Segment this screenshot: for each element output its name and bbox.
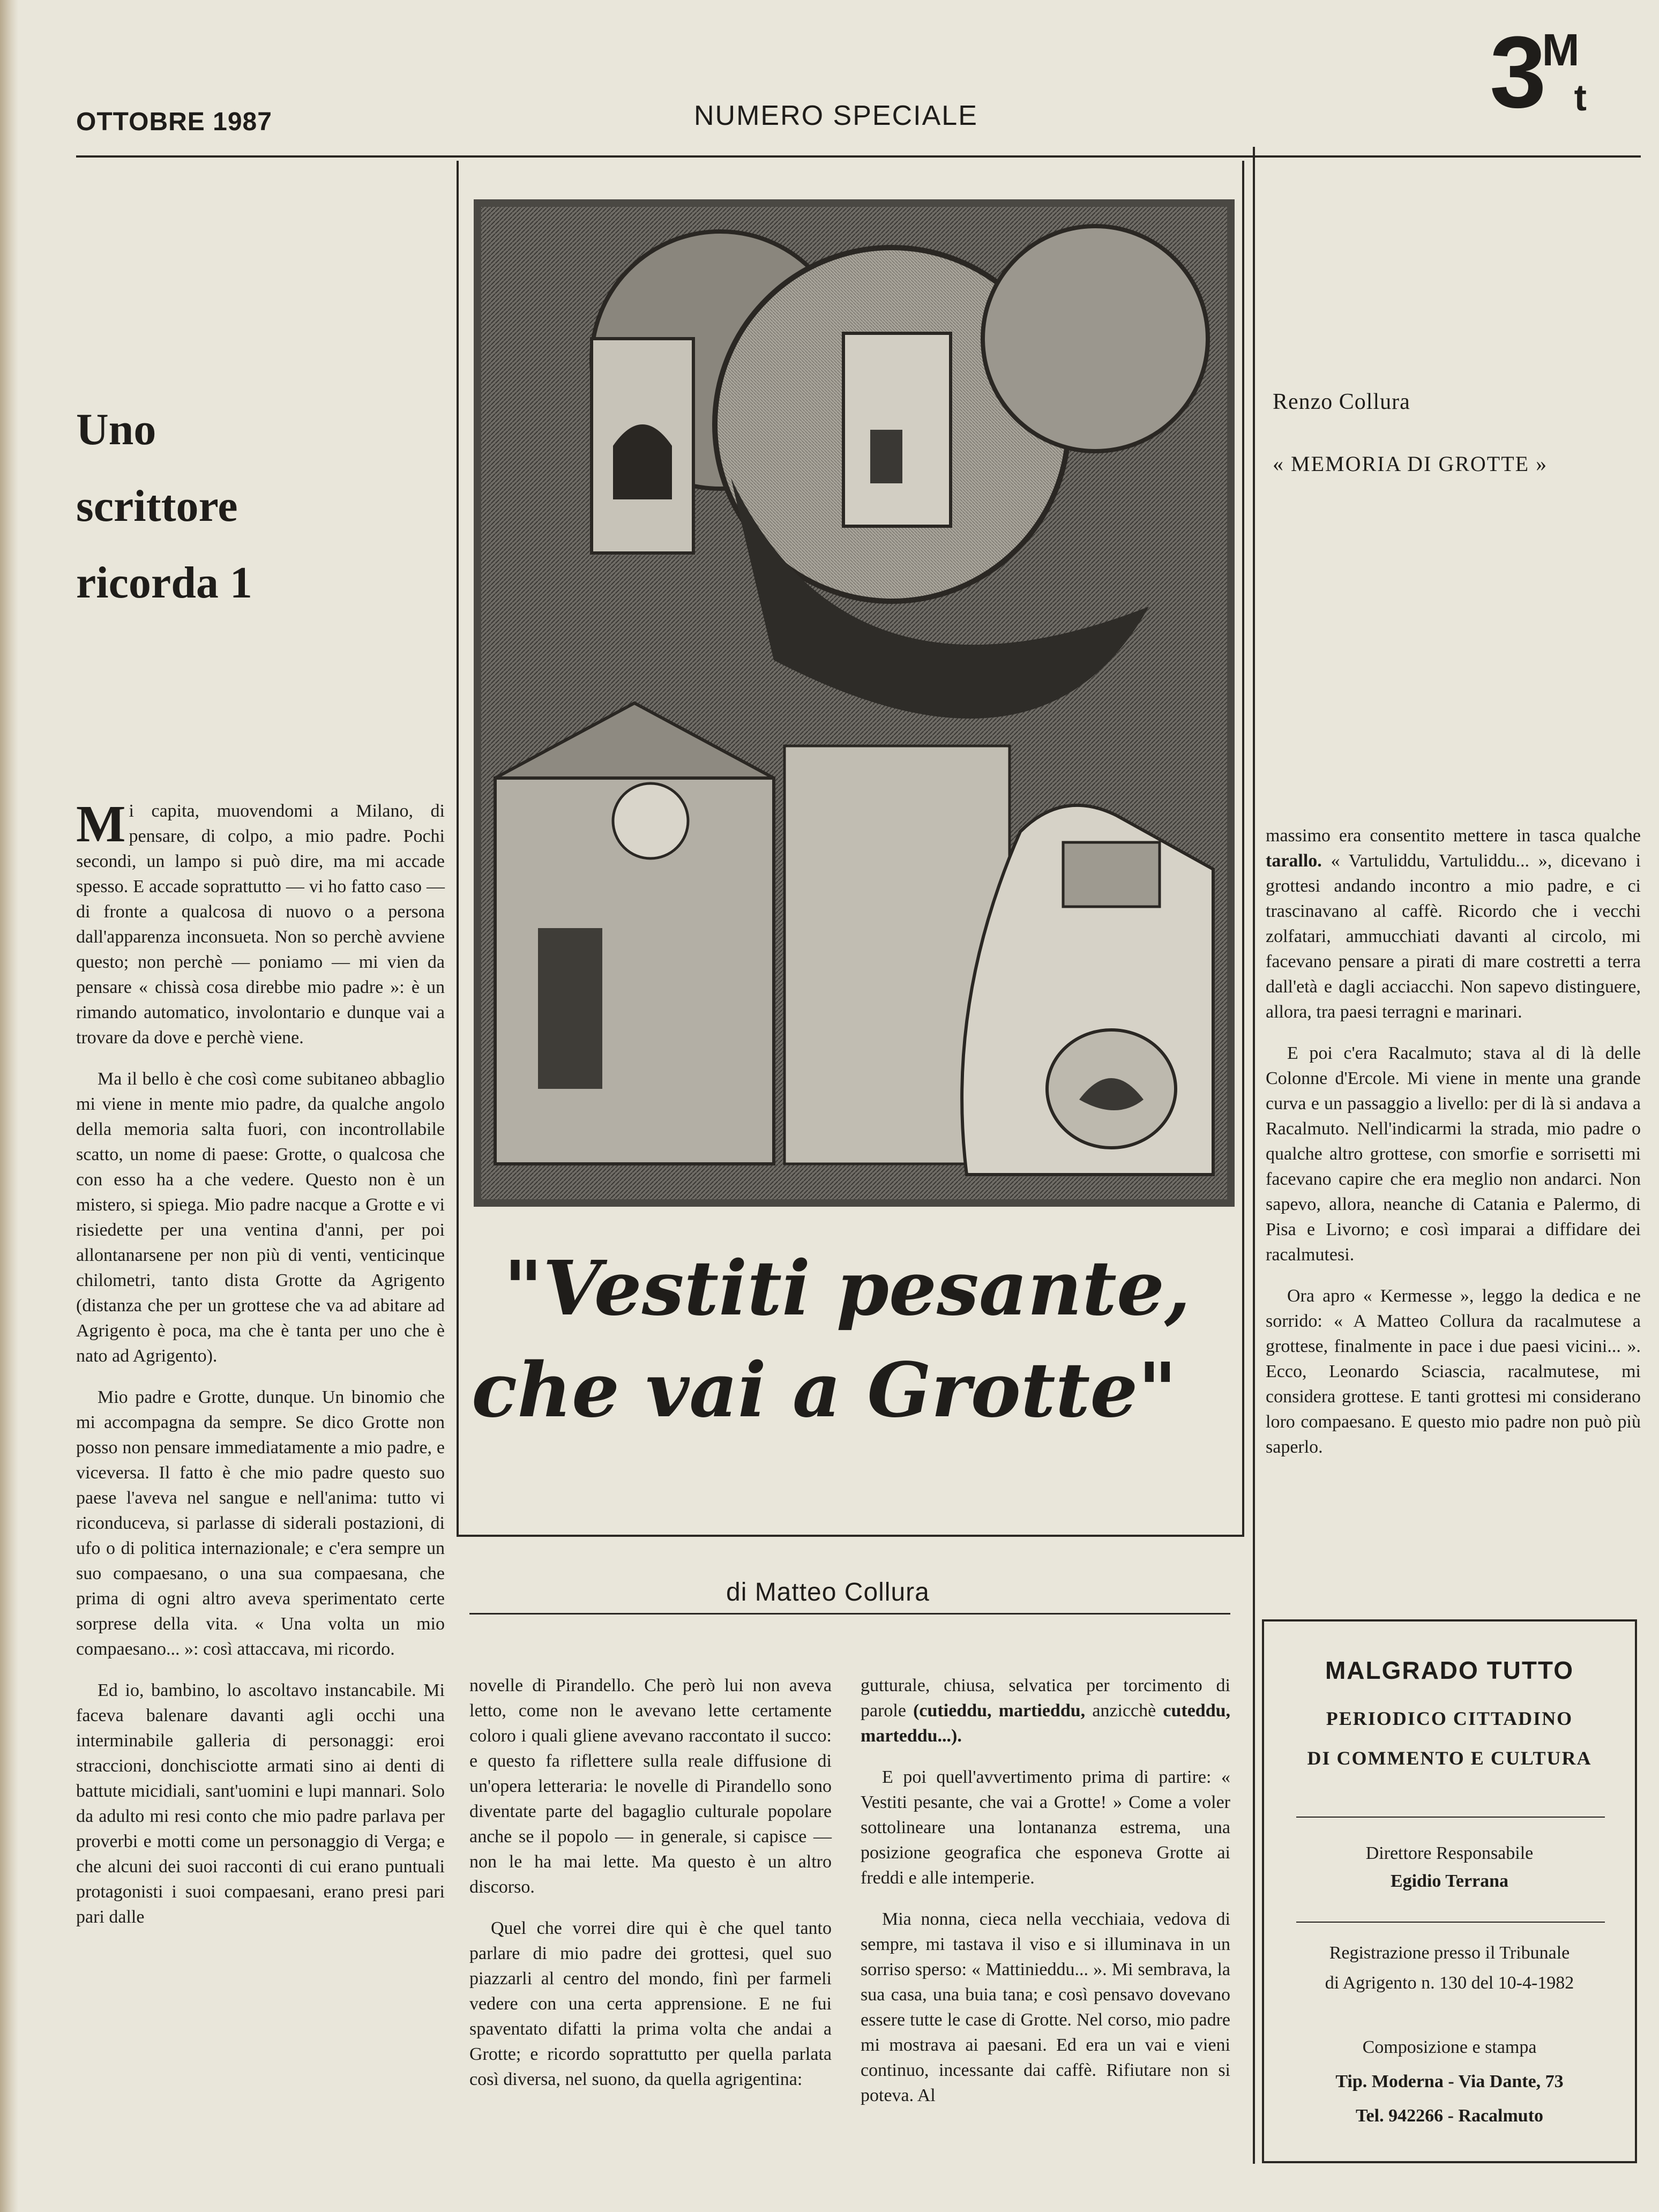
section-title-line: ricorda 1	[76, 558, 252, 608]
logo-sup: M	[1542, 25, 1580, 75]
issue-label: NUMERO SPECIALE	[694, 100, 978, 131]
printer-address: Tip. Moderna - Via Dante, 73	[1335, 2072, 1564, 2091]
article-column-middle-2	[861, 1673, 1230, 2124]
byline-rule	[469, 1613, 1230, 1615]
paragraph: Ora apro « Kermesse », leggo la dedica e ne sorrido: « A Matteo Collura da racalmutese a grottese, finalmente in pace i due paesi vicini... ». Ecco, Leonardo Sciascia, racalmutese, mi considera grottese. E tanti grottesi mi considerano loro compaesano. E questo mio padre non può più saperlo.	[1266, 1286, 1641, 1457]
article-headline	[472, 1238, 1232, 1441]
paragraph: Mia nonna, cieca nella vecchiaia, vedova di sempre, mi tastava il viso e si illuminava in un sorriso sperso: « Mattinieddu... ». Mi sembrava, la sua casa, una buia tana; e così pensavo dovevano essere tutte le case di Grotte. Nel corso, mio padre mi mostrava ai paesani. Ed era un vai e vieni continuo, incessante dai caffè. Rifiutare non si poteva. Al	[861, 1909, 1230, 2105]
headline-line: che vai a Grotte"	[472, 1347, 1177, 1434]
article-column-right	[1266, 823, 1641, 1476]
logo	[1490, 16, 1587, 129]
column-rule	[1253, 147, 1255, 2164]
header-rule	[76, 155, 1641, 158]
director-label: Direttore Responsabile	[1365, 1843, 1534, 1863]
byline: di Matteo Collura	[726, 1578, 930, 1606]
section-title	[76, 391, 252, 621]
masthead-subtitle: PERIODICO CITTADINO	[1326, 1708, 1573, 1729]
paragraph: gutturale, chiusa, selvatica per torcimento di parole (cutieddu, martieddu, anzicchè cuteddu, marteddu...).	[861, 1676, 1231, 1746]
section-title-line: Uno	[76, 405, 156, 454]
headline-line: "Vestiti pesante,	[504, 1245, 1191, 1333]
book-author: Renzo Collura	[1273, 390, 1410, 414]
paragraph: Ma il bello è che così come subitaneo abbaglio mi viene in mente mio padre, da qualche angolo della memoria salta fuori, con incontrollabile scatto, un nome di paese: Grotte, o qualcosa che con esso ha a che vedere. Questo non è un mistero, si spiega. Mio padre nacque a Grotte e vi risiedette per una ventina d'anni, per poi allontanarsene per non più di venti, venticinque chilometri, tanto dista Grotte da Agrigento (distanza che per un grottese che va ad abitare ad Agrigento è poca, ma che è tanta per uno che è nato ad Agrigento).	[76, 1069, 445, 1366]
paragraph: E poi c'era Racalmuto; stava al di là delle Colonne d'Ercole. Mi viene in mente una grande curva e un passaggio a livello: per di là si andava a Racalmuto. Nell'indicarmi la strada, mio padre o qualche altro grottese, con smorfie e sorrisetti mi facevano capire che era meglio non andarci. Non sapevo, allora, neanche di Catania e Palermo, di Pisa e Livorno; e così imparai a diffidare dei racalmutesi.	[1266, 1043, 1641, 1265]
paragraph: novelle di Pirandello. Che però lui non aveva letto, come non le avevano lette certamente coloro i quali gliene avevano raccontato il succo: e questo fa riflettere sulla reale diffusione di un'opera letteraria: le novelle di Pirandello sono diventate parte del bagaglio culturale popolare anche se il popolo — in generale, si capisce — non le ha mai lette. Ma questo è un altro discorso.	[469, 1676, 832, 1897]
masthead-subtitle: DI COMMENTO E CULTURA	[1307, 1747, 1592, 1769]
issue-date: OTTOBRE 1987	[76, 108, 272, 136]
logo-sub: t	[1574, 77, 1587, 118]
paragraph: Quel che vorrei dire qui è che quel tanto parlare di mio padre dei grottesi, quel suo piazzarli al centro del mondo, finì per farmeli vedere con una certa apprensione. E ne fui spaventato difatti la prima volta che andai a Grotte; e ricordo soprattutto per quella parlata così diversa, nel suono, da quella agrigentina:	[469, 1918, 832, 2089]
masthead-box	[1262, 1619, 1637, 2163]
registration-line: di Agrigento n. 130 del 10-4-1982	[1325, 1973, 1574, 1993]
book-title: « MEMORIA DI GROTTE »	[1273, 452, 1548, 476]
printer-phone: Tel. 942266 - Racalmuto	[1355, 2106, 1544, 2126]
artwork-illustration	[474, 199, 1235, 1207]
registration-line: Registrazione presso il Tribunale	[1329, 1943, 1570, 1963]
paragraph: massimo era consentito mettere in tasca qualche tarallo. « Vartuliddu, Vartuliddu... », dicevano i grottesi andando incontro a mio padre, e ci trascinavano al caffè. Ricordo che i vecchi zolfatari, ammucchiati davanti al circolo, mi facevano pensare a pirati di mare costretti a terra dall'età e dagli acciacchi. Non sapevo distinguere, allora, tra paesi terragni e marinari.	[1266, 826, 1641, 1022]
drop-cap: M	[76, 795, 126, 853]
article-column-left	[76, 795, 445, 1946]
section-title-line: scrittore	[76, 481, 238, 531]
composition-label: Composizione e stampa	[1362, 2037, 1537, 2057]
logo-main: 3	[1490, 16, 1546, 129]
adjacent-page-edge	[0, 0, 18, 2212]
paragraph: Mio padre e Grotte, dunque. Un binomio che mi accompagna da sempre. Se dico Grotte non posso non pensare immediatamente a mio padre, e viceversa. Il fatto è che mio padre questo suo paese l'aveva nel sangue e nell'anima: tutto vi riconduceva, si parlasse di siderali postazioni, di ufo o di politica internazionale; e c'era sempre un suo compaesano, o una sua compaesana, che prima di ogni altro aveva sperimentato certe sorprese della vita. « Una volta un mio compaesano... »: così attaccava, mi ricordo.	[76, 1387, 445, 1659]
masthead-divider	[1296, 1922, 1605, 1923]
masthead-divider	[1296, 1817, 1605, 1818]
paragraph: E poi quell'avvertimento prima di partire: « Vestiti pesante, che vai a Grotte! » Come a voler sottolineare una lontananza estrema, una posizione geografica che esponeva Grotte ai freddi e alle intemperie.	[861, 1767, 1230, 1888]
masthead-title: MALGRADO TUTTO	[1325, 1656, 1574, 1684]
article-column-middle-1	[469, 1673, 832, 2108]
paragraph: Ed io, bambino, lo ascoltavo instancabile. Mi faceva balenare davanti agli occhi una interminabile galleria di personaggi: eroi straccioni, donchisciotte armati sino ai denti di battute micidiali, sant'uomini e lupi mannari. Solo da adulto mi resi conto che mio padre parlava per proverbi e motti come un personaggio di Verga; e che alcuni dei suoi racconti di cui erano puntuali protagonisti i suoi compaesani, erano presi pari pari dalle	[76, 1680, 445, 1927]
paragraph: Mi capita, muovendomi a Milano, di pensare, di colpo, a mio padre. Pochi secondi, un lampo si può dire, ma mi accade spesso. E accade soprattutto — vi ho fatto caso — di fronte a qualcosa di nuovo o a persona dall'apparenza inconsueta. Non so perchè avviene questo; non perchè — poniamo — mi vien da pensare « chissà cosa direbbe mio padre »: è un rimando automatico, involontario e dunque vai a trovare da dove e perchè viene.	[76, 795, 445, 1048]
director-name: Egidio Terrana	[1390, 1871, 1509, 1891]
